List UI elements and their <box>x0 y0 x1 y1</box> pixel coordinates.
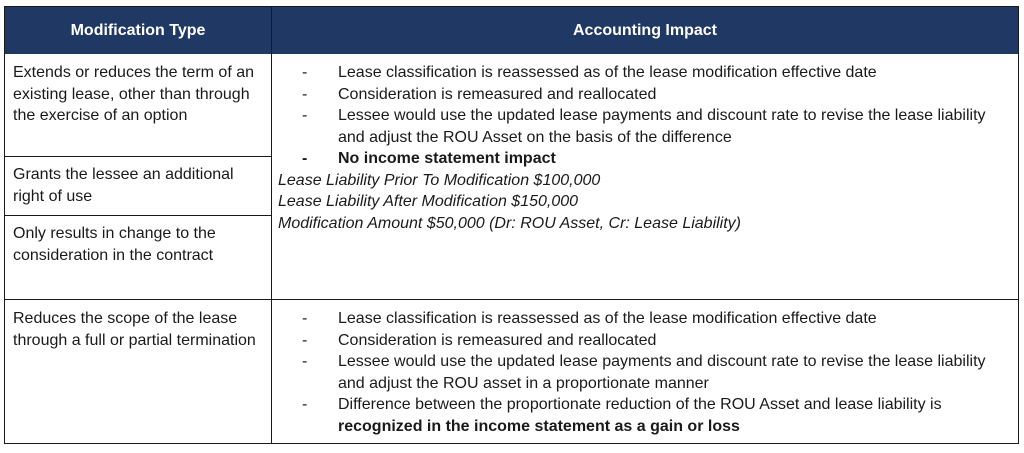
list-item: - Lessee would use the updated lease payments and discount rate to revise the lease liability and adjust the ROU Asset on the basis of the difference <box>302 107 986 146</box>
list-item: - Consideration is remeasured and reallocated <box>302 331 657 349</box>
impact-group-1 <box>278 62 1008 234</box>
gain-loss-emphasis: recognized in the income statement as a gain or loss <box>338 417 740 435</box>
example-prior-liability: Lease Liability Prior To Modification $100,000 <box>278 171 601 189</box>
row-change-consideration: Only results in change to the consideration in the contract <box>13 225 216 264</box>
row-additional-right: Grants the lessee an additional right of use <box>13 166 234 205</box>
row-extends-term: Extends or reduces the term of an existing lease, other than through the exercise of an option <box>13 64 255 124</box>
example-modification-amount: Modification Amount $50,000 (Dr: ROU Asset, Cr: Lease Liability) <box>278 214 742 232</box>
row-divider <box>5 156 271 157</box>
row-divider <box>5 215 271 216</box>
header-accounting-impact: Accounting Impact <box>272 7 1018 54</box>
modification-table <box>4 6 1019 444</box>
list-item: - Difference between the proportionate reduction of the ROU Asset and lease liability is recognized in the income statement as a gain or loss <box>302 396 942 435</box>
row-reduces-scope: Reduces the scope of the lease through a full or partial termination <box>13 310 256 349</box>
impact-group-2 <box>278 308 1008 437</box>
list-item: - Lease classification is reassessed as of the lease modification effective date <box>302 310 877 327</box>
list-item: - Lease classification is reassessed as of the lease modification effective date <box>302 64 877 81</box>
header-modification-type: Modification Type <box>5 7 271 54</box>
list-item-no-income-impact: - No income statement impact <box>302 150 556 167</box>
column-divider <box>271 7 272 443</box>
list-item: - Lessee would use the updated lease payments and discount rate to revise the lease liability and adjust the ROU asset in a proportionate manner <box>302 353 986 392</box>
row-divider <box>5 299 1018 300</box>
example-after-liability: Lease Liability After Modification $150,000 <box>278 193 579 210</box>
list-item: - Consideration is remeasured and reallocated <box>302 85 657 103</box>
